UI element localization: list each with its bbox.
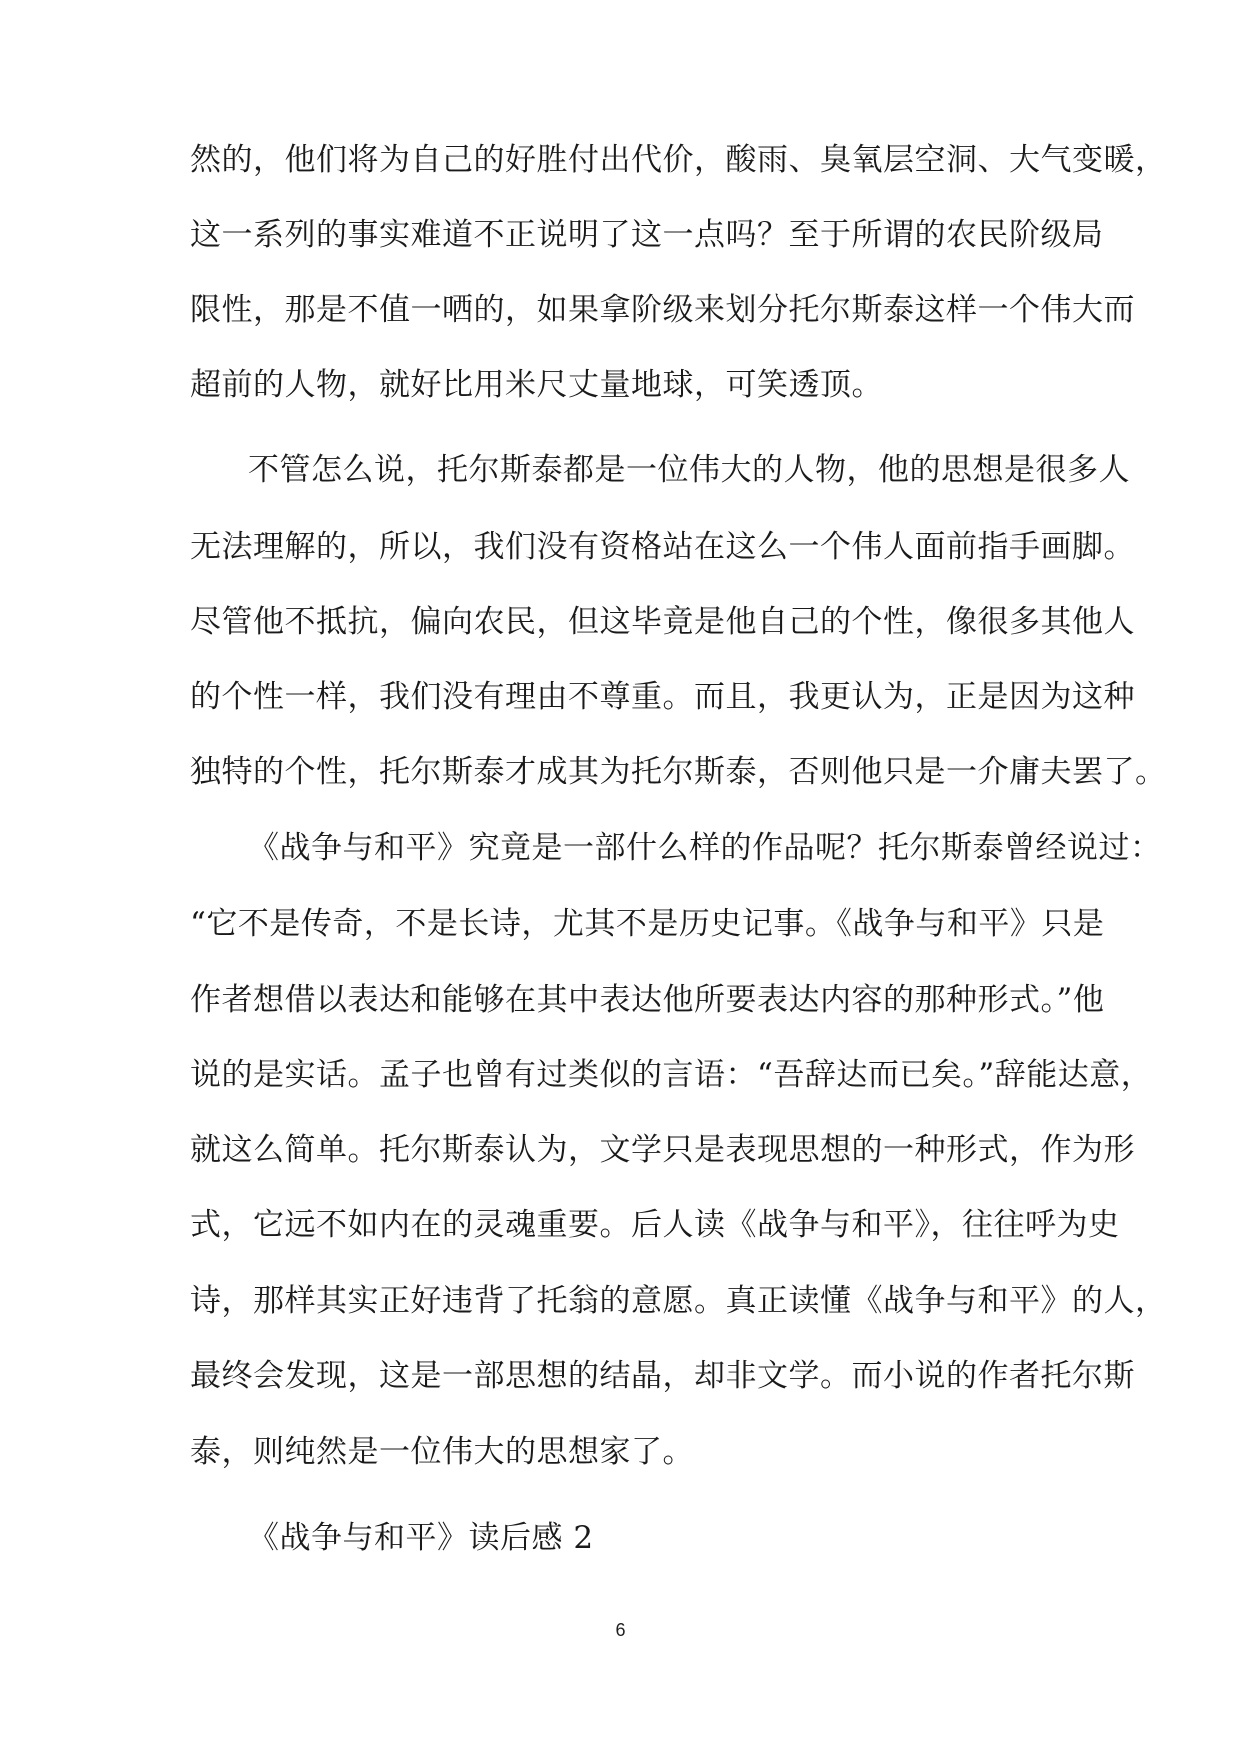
text-line: 独特的个性，托尔斯泰才成其为托尔斯泰，否则他只是一介庸夫罢了。 xyxy=(190,754,1167,790)
text-line: 最终会发现，这是一部思想的结晶，却非文学。而小说的作者托尔斯 xyxy=(190,1358,1135,1394)
text-line: 超前的人物，就好比用米尺丈量地球，可笑透顶。 xyxy=(190,367,883,403)
paragraph-start-line: 不管怎么说，托尔斯泰都是一位伟大的人物，他的思想是很多人 xyxy=(248,452,1130,488)
page-number: 6 xyxy=(615,1620,626,1640)
text-line: 然的，他们将为自己的好胜付出代价，酸雨、臭氧层空洞、大气变暖， xyxy=(190,142,1167,178)
text-line: 尽管他不抵抗，偏向农民，但这毕竟是他自己的个性，像很多其他人 xyxy=(190,604,1135,640)
text-line: 式，它远不如内在的灵魂重要。后人读《战争与和平》，往往呼为史 xyxy=(190,1207,1120,1243)
text-line: 这一系列的事实难道不正说明了这一点吗？至于所谓的农民阶级局 xyxy=(190,217,1104,253)
text-line: 无法理解的，所以，我们没有资格站在这么一个伟人面前指手画脚。 xyxy=(190,529,1135,565)
text-line: 说的是实话。孟子也曾有过类似的言语：“吾辞达而已矣。”辞能达意， xyxy=(190,1057,1153,1093)
section-heading: 《战争与和平》读后感 2 xyxy=(248,1520,594,1556)
text-line: 诗，那样其实正好违背了托翁的意愿。真正读懂《战争与和平》的人， xyxy=(190,1283,1167,1319)
text-line: “它不是传奇，不是长诗，尤其不是历史记事。《战争与和平》只是 xyxy=(190,906,1105,942)
text-line: 泰，则纯然是一位伟大的思想家了。 xyxy=(190,1434,694,1470)
text-line: 就这么简单。托尔斯泰认为，文学只是表现思想的一种形式，作为形 xyxy=(190,1132,1135,1168)
text-line: 作者想借以表达和能够在其中表达他所要表达内容的那种形式。”他 xyxy=(190,982,1105,1018)
text-line: 的个性一样，我们没有理由不尊重。而且，我更认为，正是因为这种 xyxy=(190,679,1135,715)
text-line: 限性，那是不值一哂的，如果拿阶级来划分托尔斯泰这样一个伟大而 xyxy=(190,292,1135,328)
paragraph-start-line: 《战争与和平》究竟是一部什么样的作品呢？托尔斯泰曾经说过： xyxy=(248,830,1162,866)
